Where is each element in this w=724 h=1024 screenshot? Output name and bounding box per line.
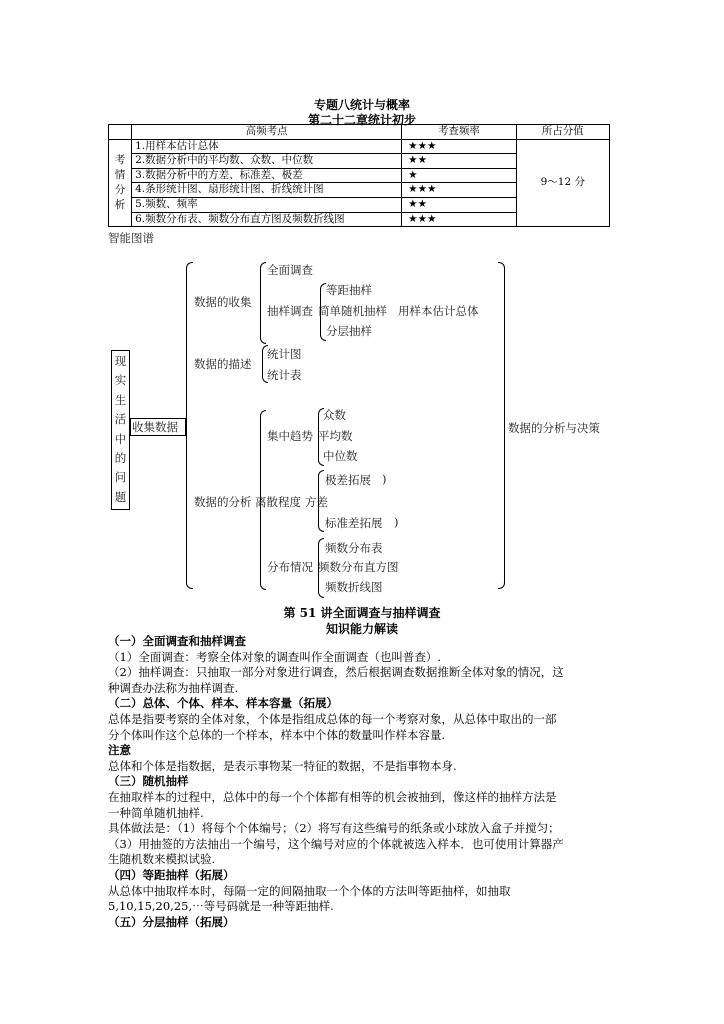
node-mean: 平均数 (318, 429, 353, 443)
node-data-analysis: 数据的分析 (194, 495, 252, 509)
stddev-paren: ) (394, 515, 399, 529)
lesson-title: 第 51 讲全面调查与抽样调查 (283, 606, 441, 620)
side-label-char: 考 (114, 153, 126, 166)
node-stddev: 标准差拓展 (325, 516, 383, 530)
rate-cell: ★★ (402, 197, 516, 212)
section-heading: （一）全面调查和抽样调查 (108, 634, 246, 648)
section-heading: （三）随机抽样 (108, 774, 189, 789)
node-frequency-histogram: 频数分布直方图 (318, 560, 399, 574)
root-text (111, 352, 130, 507)
collection-brace (260, 262, 266, 344)
range-paren: ) (382, 472, 387, 486)
point-cell: 4.条形统计图、扇形统计图、折线统计图 (132, 183, 402, 198)
paragraph-line: （1）全面调查：考察全体对象的调查叫作全面调查（也叫普查）. (108, 649, 441, 664)
node-dispersion: 离散程度 (255, 495, 301, 509)
section-heading: （五）分层抽样（拓展） (108, 914, 235, 929)
rate-cell: ★★★ (402, 183, 516, 198)
header-high-frequency-points: 高频考点 (132, 125, 402, 140)
paragraph-line: 5,10,15,20,25,⋯等号码就是一种等距抽样. (108, 899, 334, 914)
root-char: 问 (114, 470, 127, 485)
paragraph-line: 总体和个体是指数据，是表示事物某一特征的数据，不是指事物本身. (108, 758, 457, 773)
paragraph-line: （2）抽样调查：只抽取一部分对象进行调查，然后根据调查数据推断全体对象的情况，这 (108, 665, 564, 680)
rate-cell: ★ (402, 168, 516, 183)
special-title: 专题八统计与概率 (313, 98, 410, 112)
root-char: 的 (114, 451, 127, 466)
table-row (109, 139, 610, 154)
paragraph-line: 在抽取样本的过程中，总体中的每一个个体都有相等的机会被抽到，像这样的抽样方法是 (108, 789, 557, 804)
lesson-body (108, 634, 618, 930)
node-data-description: 数据的描述 (194, 357, 252, 371)
side-label-char: 分 (114, 183, 126, 196)
table-header-row (109, 125, 610, 140)
node-statistical-chart: 统计图 (267, 347, 302, 361)
score-cell: 9～12 分 (516, 139, 609, 227)
section-heading: （四）等距抽样（拓展） (108, 867, 235, 882)
paragraph-line: 分个体叫作这个总体的一个样本，样本中个体的数量叫作样本容量. (108, 727, 446, 742)
main-brace (186, 262, 193, 589)
paragraph-line: 总体是指要考察的全体对象，个体是指组成总体的每一个考察对象，从总体中取出的一部 (108, 711, 557, 726)
root-char: 活 (114, 412, 127, 427)
point-cell: 2.数据分析中的平均数、众数、中位数 (132, 154, 402, 169)
rate-cell: ★★ (402, 154, 516, 169)
rate-cell: ★★★ (402, 212, 516, 227)
right-brace (498, 262, 505, 589)
paragraph-line: 种调查办法称为抽样调查. (108, 680, 239, 695)
paragraph-line: 一种简单随机抽样. (108, 805, 204, 820)
header-score-share: 所占分值 (516, 125, 609, 140)
node-data-collection: 数据的收集 (194, 295, 252, 309)
header-exam-frequency: 考查频率 (402, 125, 516, 140)
side-label-char: 析 (114, 198, 126, 211)
node-stratified-sampling: 分层抽样 (326, 324, 372, 338)
node-full-survey: 全面调查 (267, 263, 313, 277)
node-frequency-table: 频数分布表 (325, 541, 383, 555)
node-statistical-table: 统计表 (267, 368, 302, 382)
node-simple-random-sampling: 简单随机抽样 (318, 304, 387, 318)
paragraph-line: 具体做法是：（1）将每个个体编号；（2）将写有这些编号的纸条或小球放入盒子并搅匀； (108, 821, 560, 836)
node-mode: 众数 (323, 408, 346, 422)
root-char: 实 (114, 373, 127, 388)
side-label (109, 139, 132, 227)
point-cell: 3.数据分析中的方差、标准差、极差 (132, 168, 402, 183)
root-char: 生 (114, 392, 127, 407)
node-sample-survey: 抽样调查 (267, 304, 313, 318)
section-heading: （二）总体、个体、样本、样本容量（拓展） (108, 696, 338, 711)
point-cell: 5.频数、频率 (132, 197, 402, 212)
point-cell: 1.用样本估计总体 (132, 139, 402, 154)
paragraph-line: （3）用抽签的方法抽出一个编号，这个编号对应的个体就被选入样本．也可使用计算器产 (108, 836, 564, 851)
node-central-tendency: 集中趋势 (267, 429, 313, 443)
paragraph-line: 生随机数来模拟试验. (108, 852, 216, 867)
root-char: 题 (114, 489, 127, 504)
mindmap-label: 智能图谱 (108, 231, 154, 245)
exam-frequency-table (108, 124, 610, 227)
node-variance: 方差 (305, 495, 328, 509)
lesson-subtitle: 知识能力解读 (325, 622, 398, 636)
point-cell: 6.频数分布表、频数分布直方图及频数折线图 (132, 212, 402, 227)
note-heading: 注意 (108, 743, 131, 758)
side-label-char: 情 (114, 168, 126, 181)
node-analysis-decision: 数据的分析与决策 (508, 421, 600, 435)
root-char: 中 (114, 431, 127, 446)
node-sample-estimate: 用样本估计总体 (398, 304, 479, 318)
rate-cell: ★★★ (402, 139, 516, 154)
paragraph-line: 从总体中抽取样本时，每隔一定的间隔抽取一个个体的方法叫等距抽样，如抽取 (108, 883, 511, 898)
root-char: 现 (114, 354, 127, 368)
collect-label: 收集数据 (132, 420, 178, 434)
chapter-title: 第二十二章统计初步 (307, 113, 416, 127)
node-distribution: 分布情况 (267, 560, 313, 574)
node-range: 极差拓展 (325, 473, 371, 487)
table-corner-cell (109, 125, 132, 140)
node-median: 中位数 (323, 449, 358, 463)
node-frequency-polygon: 频数折线图 (325, 580, 383, 594)
node-systematic-sampling: 等距抽样 (326, 283, 372, 297)
